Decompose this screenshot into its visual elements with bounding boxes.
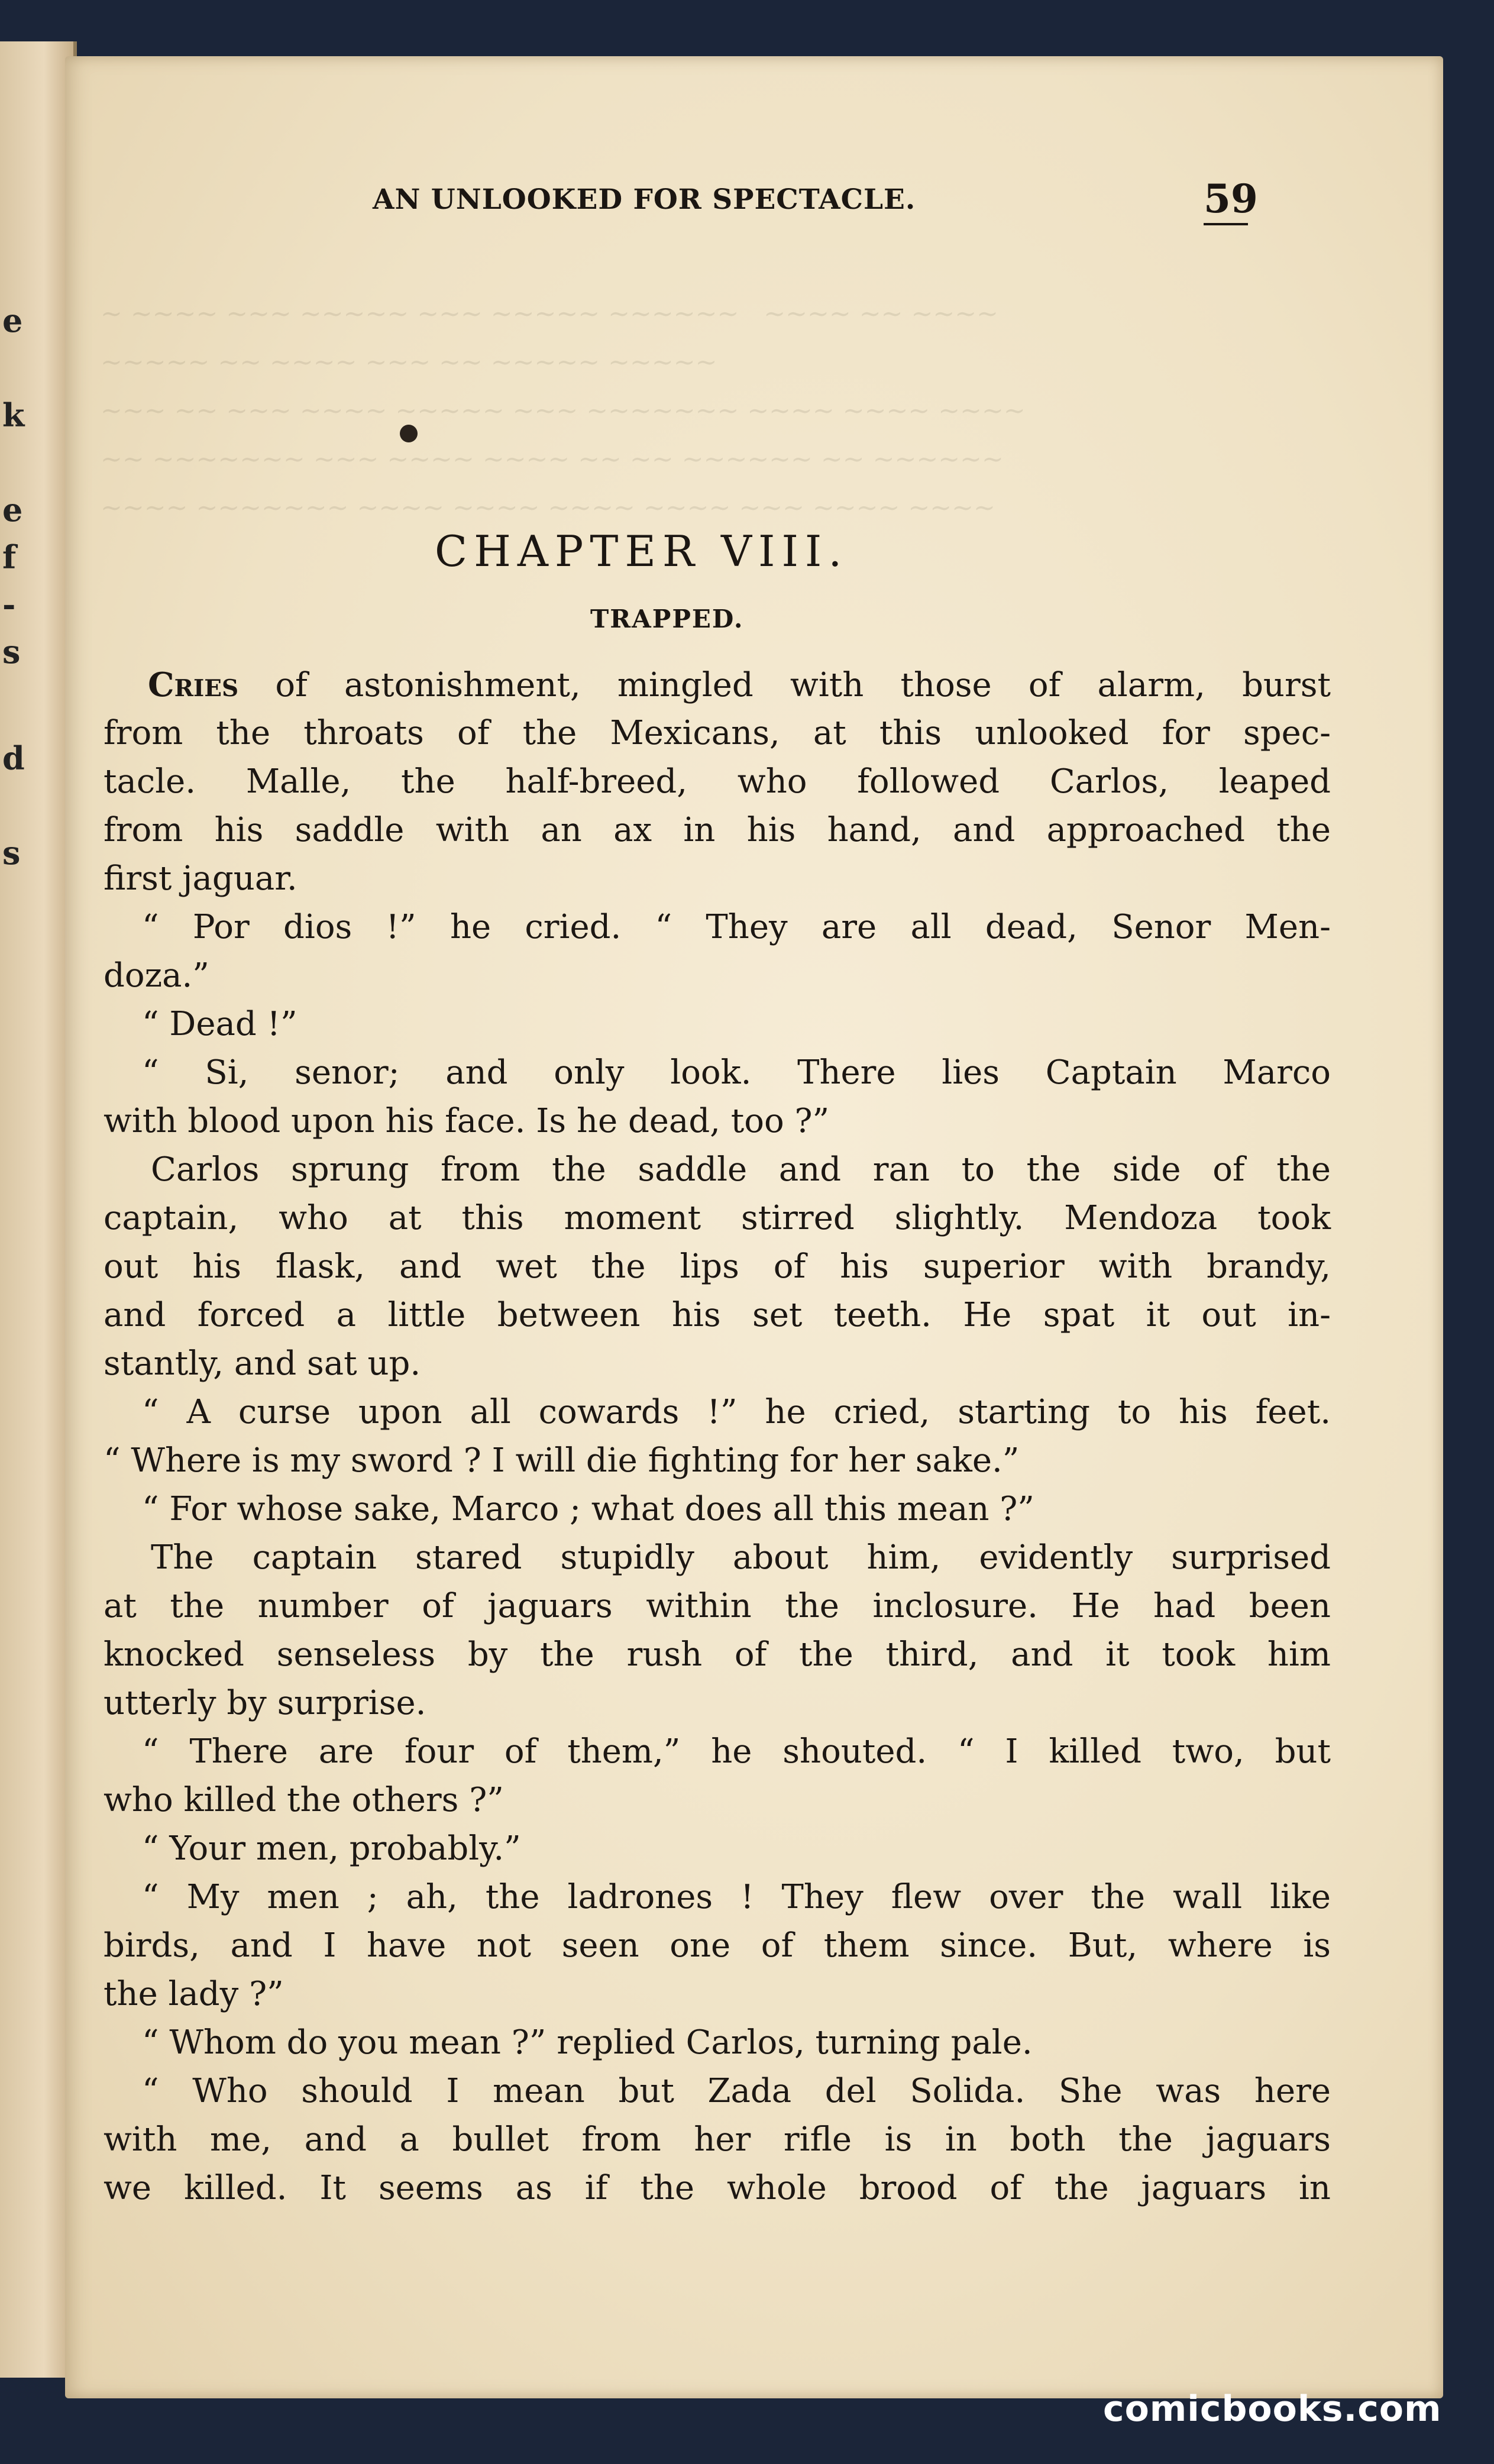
text-line: Carlos sprung from the saddle and ran to the side of the — [151, 1150, 1331, 1189]
text-line: “ Whom do you mean ?” replied Carlos, turning pale. — [142, 2023, 1033, 2062]
drop-word: Cries — [148, 665, 239, 704]
text-line: we killed. It seems as if the whole brood of the jaguars in — [104, 2169, 1331, 2207]
text-line: Cries of astonishment, mingled with those of alarm, burst — [148, 665, 1331, 704]
text-line: who killed the others ?” — [104, 1781, 504, 1819]
text-line: doza.” — [104, 956, 209, 995]
chapter-subtitle: TRAPPED. — [590, 604, 744, 633]
text-line: stantly, and sat up. — [104, 1344, 421, 1383]
text-line: the lady ?” — [104, 1975, 284, 2013]
chapter-title: CHAPTER VIII. — [435, 526, 849, 576]
text-line: “ A curse upon all cowards !” he cried, starting to his feet. — [142, 1393, 1331, 1431]
running-head — [0, 127, 1494, 222]
edge-char: - — [2, 586, 16, 623]
text-line: with blood upon his face. Is he dead, too ?” — [104, 1102, 830, 1140]
text-line: from the throats of the Mexicans, at this unlooked for spec- — [104, 714, 1331, 752]
edge-char: f — [2, 538, 17, 576]
ink-spot — [400, 425, 418, 442]
text-line: tacle. Malle, the half-breed, who followed Carlos, leaped — [104, 762, 1331, 801]
text-line: utterly by surprise. — [104, 1684, 426, 1722]
text-line: and forced a little between his set teeth. He spat it out in- — [104, 1296, 1331, 1334]
text-line: “ Por dios !” he cried. “ They are all dead, Senor Men- — [142, 908, 1331, 946]
site-watermark: comicbooks.com — [1103, 2388, 1442, 2430]
text-line: “ Si, senor; and only look. There lies Captain Marco — [142, 1053, 1331, 1092]
text-line: “ Dead !” — [142, 1005, 297, 1043]
page-number: 59 — [1204, 176, 1258, 222]
text-line: birds, and I have not seen one of them since. But, where is — [104, 1926, 1331, 1965]
edge-char: e — [2, 302, 23, 339]
edge-char: s — [2, 834, 21, 872]
page-number-underline — [1204, 223, 1248, 225]
text-line: knocked senseless by the rush of the third, and it took him — [104, 1635, 1331, 1674]
text-line: “ There are four of them,” he shouted. “ I killed two, but — [142, 1732, 1331, 1771]
text-line: out his flask, and wet the lips of his superior with brandy, — [104, 1247, 1331, 1286]
text-line: “ Your men, probably.” — [142, 1829, 521, 1868]
edge-char: s — [2, 633, 21, 671]
text-line: at the number of jaguars within the inclosure. He had been — [104, 1587, 1331, 1625]
edge-char: d — [2, 739, 25, 777]
edge-char: k — [2, 396, 25, 434]
text-line: from his saddle with an ax in his hand, and approached the — [104, 811, 1331, 849]
text-line: first jaguar. — [104, 859, 297, 898]
text-line: “ Where is my sword ? I will die fighting for her sake.” — [104, 1441, 1020, 1480]
edge-char: e — [2, 491, 23, 529]
running-title: AN UNLOOKED FOR SPECTACLE. — [373, 183, 916, 216]
text-line: “ My men ; ah, the ladrones ! They flew over the wall like — [142, 1878, 1331, 1916]
text-line: The captain stared stupidly about him, evidently surprised — [151, 1538, 1331, 1577]
text-line: “ Who should I mean but Zada del Solida. She was here — [142, 2072, 1331, 2110]
text-line: “ For whose sake, Marco ; what does all this mean ?” — [142, 1490, 1034, 1528]
text-line: captain, who at this moment stirred slightly. Mendoza took — [104, 1199, 1331, 1237]
text-line: with me, and a bullet from her rifle is in both the jaguars — [104, 2120, 1331, 2159]
